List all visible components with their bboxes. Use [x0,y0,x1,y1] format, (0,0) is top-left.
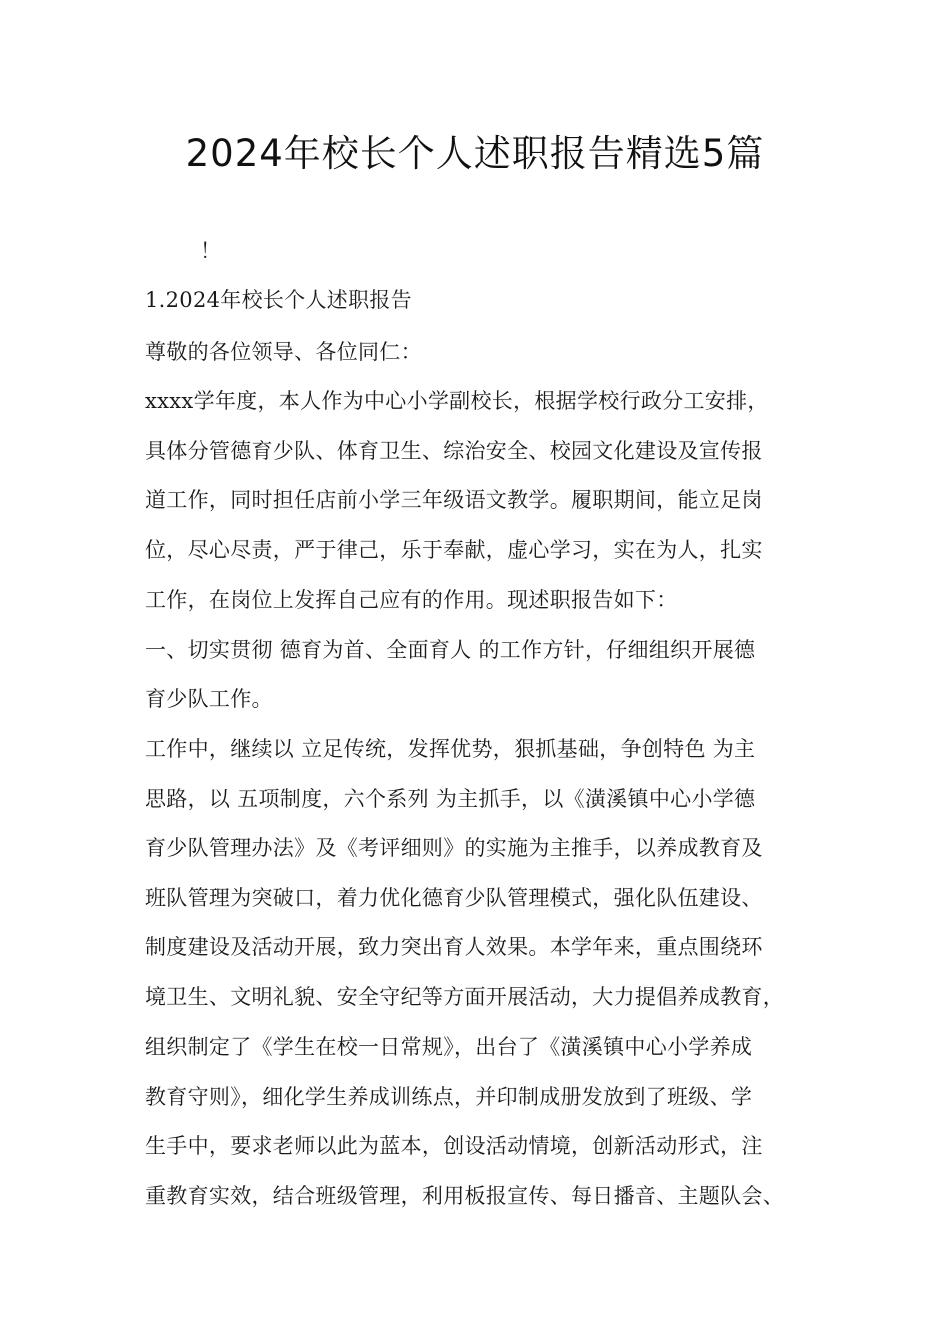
exclamation-mark: ！ [200,239,221,263]
body-line: 教育守则》，细化学生养成训练点，并印制成册发放到了班级、学 [145,1085,753,1109]
body-line: 一、切实贯彻 德育为首、全面育人 的工作方针，仔细组织开展德 [145,638,756,662]
body-line: 育少队工作。 [145,687,273,711]
document-title: 2024年校长个人述职报告精选5篇 [185,132,765,175]
body-line: 重教育实效，结合班级管理，利用板报宣传、每日播音、主题队会、 [145,1184,784,1208]
body-line: 具体分管德育少队、体育卫生、综治安全、校园文化建设及宣传报 [145,439,763,463]
section-heading: 1.2024年校长个人述职报告 [145,288,412,312]
salutation: 尊敬的各位领导、各位同仁： [145,340,422,364]
body-line: 组织制定了《学生在校一日常规》，出台了《潢溪镇中心小学养成 [145,1035,753,1059]
body-line: 工作，在岗位上发挥自己应有的作用。现述职报告如下： [145,588,678,612]
body-line: 境卫生、文明礼貌、安全守纪等方面开展活动，大力提倡养成教育， [145,985,784,1009]
body-line: 育少队管理办法》及《考评细则》的实施为主推手，以养成教育及 [145,836,763,860]
body-line: 工作中，继续以 立足传统，发挥优势，狠抓基础，争创特色 为主 [145,737,756,761]
body-line: 制度建设及活动开展，致力突出育人效果。本学年来，重点围绕环 [145,935,763,959]
body-line: 道工作，同时担任店前小学三年级语文教学。履职期间，能立足岗 [145,488,763,512]
body-line: 班队管理为突破口，着力优化德育少队管理模式，强化队伍建设、 [145,886,763,910]
body-line: xxxx学年度，本人作为中心小学副校长，根据学校行政分工安排， [145,389,769,413]
body-line: 位，尽心尽责，严于律己，乐于奉献，虚心学习，实在为人，扎实 [145,538,763,562]
body-line: 生手中，要求老师以此为蓝本，创设活动情境，创新活动形式，注 [145,1134,763,1158]
body-line: 思路，以 五项制度，六个系列 为主抓手，以《潢溪镇中心小学德 [145,787,756,811]
